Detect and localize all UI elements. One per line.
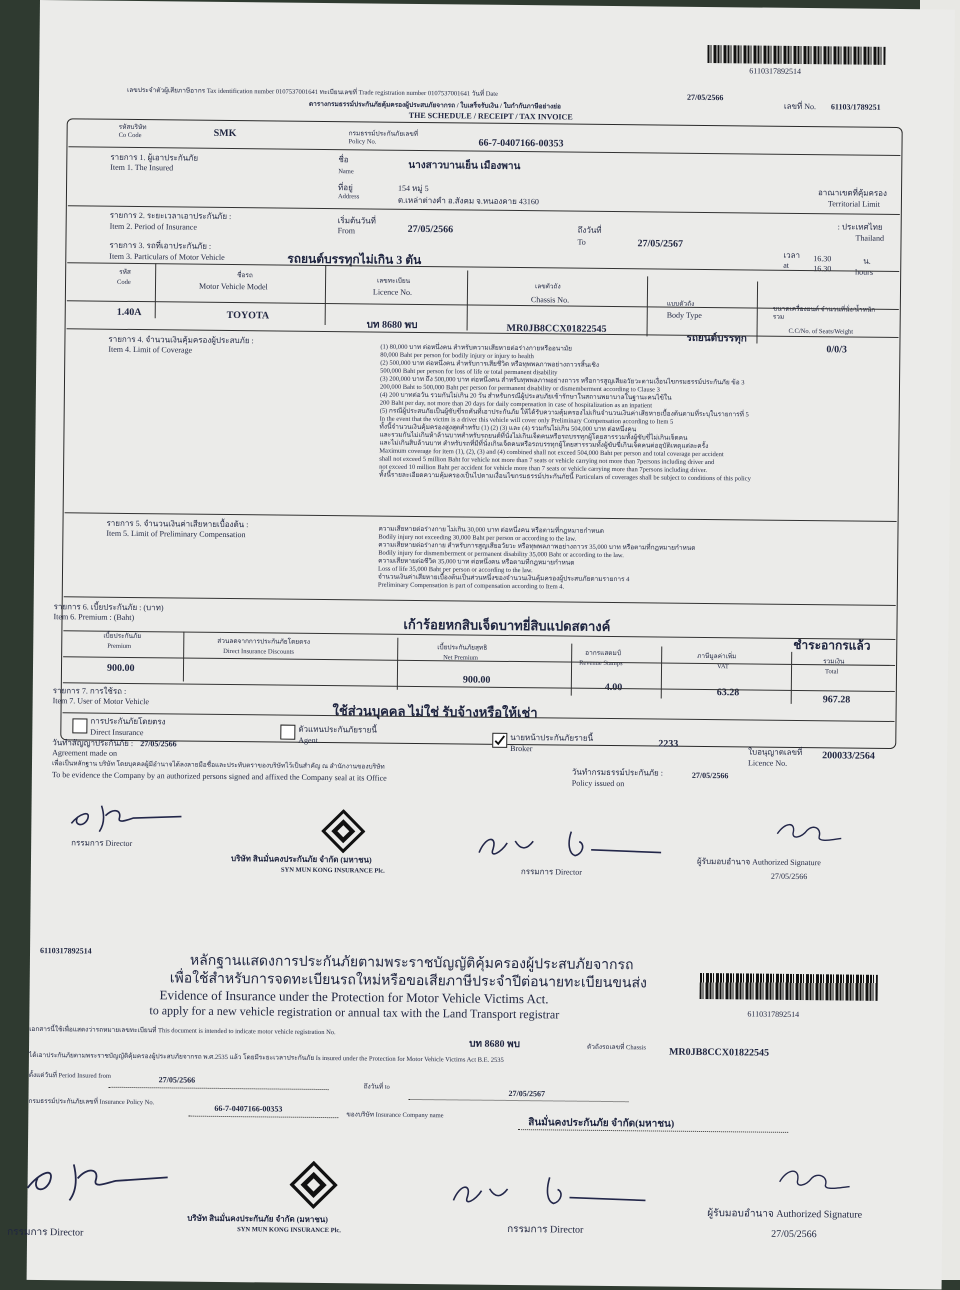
coverage-line: ทั้งนี้จำนวนเงินคุ้มครองสูงสุดสำหรับ (1) (2) (3) และ (4) รวมกันไม่เกิน 504,000 บาท ต่อหนึ่งคน — [379, 423, 637, 434]
veh-head-model-th: ชื่อรถ — [237, 272, 253, 280]
coverage-line: (3) 200,000 บาท ถึง 500,000 บาท ต่อหนึ่งคน สำหรับทุพพลภาพอย่างถาวร หรือการสูญเสียอวัยวะตามเงื่อนไขกรมธรรม์ประกันภัย ข้อ 3 — [380, 375, 745, 387]
director-signature-2 — [471, 823, 671, 869]
made-on-en: Agreement made on — [52, 748, 118, 758]
prem-head-stamp-th: อากรแสตมป์ — [585, 649, 622, 658]
policy-label-th: กรมธรรม์ประกันภัยเลขที่ — [348, 130, 419, 138]
code-label-th: รหัสบริษัท — [118, 123, 147, 132]
coverage-line: 500,000 Baht per person for loss of life or total permanent disability — [380, 367, 558, 377]
insured-name: นางสาวบานเย็น เมืองพาน — [408, 159, 521, 173]
from-date: 27/05/2566 — [407, 223, 454, 236]
ev-title-en2: to apply for a new vehicle registration or annual tax with the Land Transport registrar — [149, 1003, 560, 1022]
ev-title-th1: หลักฐานแสดงการประกันภัยตามพระราชบัญญัติคุ้มครองผู้ประสบภัยจากรถ — [189, 953, 634, 974]
veh-head-model-en: Motor Vehicle Model — [198, 281, 268, 292]
ev-title-en1: Evidence of Insurance under the Protection for Motor Vehicle Victims Act. — [159, 987, 549, 1007]
premium-gross: 900.00 — [106, 662, 135, 675]
premium-stamp: 4.00 — [604, 681, 623, 694]
policy-no: 66-7-0407166-00353 — [478, 137, 564, 150]
time-label-th: เวลา — [783, 250, 801, 260]
company-th-2: บริษัท สินมั่นคงประกันภัย จำกัด (มหาชน) — [187, 1213, 328, 1225]
use-desc: ใช้ส่วนบุคคล ไม่ใช่ รับจ้างหรือให้เช่า — [332, 703, 538, 721]
direct-en: Direct Insurance — [90, 727, 144, 738]
issued-en: Policy issued on — [571, 778, 625, 789]
territory-en: Thailand — [855, 233, 885, 243]
coverage-line: 200,000 Baht to 500,000 Baht per person for permanent disability or dismemberment according to Clause 3 — [379, 383, 660, 394]
dotted-line — [518, 1129, 788, 1133]
coverage-line: และไม่เกินสิบล้านบาท สำหรับรถที่มีที่นั่งเกินเจ็ดคนหรือรถบรรทุกผู้โดยสารรวมทั้งผู้ขับขี่เกินเจ็ดคนต่ออุบัติเหตุแต่ละครั้ง — [379, 439, 709, 451]
item6-en: Item 6. Premium : (Baht) — [53, 612, 135, 623]
company-en-2: SYN MUN KONG INSURANCE Plc. — [237, 1226, 341, 1235]
from-label-en: From — [337, 226, 355, 236]
doc-no: 61103/1789251 — [830, 102, 881, 112]
vehicle-type-desc: รถยนต์บรรทุกไม่เกิน 3 ตัน — [287, 251, 422, 268]
coverage-line: และรวมกันไม่เกินห้าล้านบาทสำหรับรถยนต์ที่นั่งไม่เกินเจ็ดคนหรือรถบรรทุกผู้โดยสารรวมทั้งผู้ขับขี่ไม่เกินเจ็ดคน — [379, 431, 688, 442]
ev-licence: บท 8680 พบ — [469, 1038, 521, 1051]
vehicle-body: รถยนต์บรรทุก — [686, 332, 747, 345]
vehicle-size: 0/0/3 — [826, 344, 847, 356]
item2-th: รายการ 2. ระยะเวลาเอาประกันภัย : — [109, 210, 232, 222]
co-code: SMK — [213, 127, 237, 140]
code-label-en: Co Code — [118, 131, 142, 140]
vehicle-chassis: MR0JB8CCX01822545 — [506, 322, 607, 335]
coverage-line: (4) 200 บาทต่อวัน รวมกันไม่เกิน 20 วัน สำหรับกรณีผู้ประสบภัยเข้ารักษาในสถานพยาบาลในฐานะคนไข้ใน — [379, 391, 672, 402]
time-to: 16.30 — [813, 264, 832, 274]
prem-head-total-en: Total — [824, 668, 839, 676]
time-unit-en: hours — [855, 267, 874, 277]
coverage-line: (1) 80,000 บาท ต่อหนึ่งคน สำหรับความเสียหายต่อร่างกายหรืออนามัย — [380, 343, 573, 353]
prelim-line: Bodily injury not exceeding 30,000 Baht per person or according to the law. — [378, 533, 577, 543]
director-signature-4 — [445, 1168, 655, 1218]
authorized-label-1: ผู้รับมอบอำนาจ Authorized Signature — [696, 856, 821, 868]
coverage-line: (5) กรณีผู้ประสบภัยเป็นผู้ขับขี่รถคันที่เอาประกันภัย ให้ได้รับความคุ้มครองไม่เกินจำนวนเงินค่าเสียหายเบื้องต้นตามที่ระบุในรายการที่ 5 — [379, 407, 749, 419]
coverage-line: (2) 500,000 บาท ต่อหนึ่งคน สำหรับการเสียชีวิต หรือทุพพลภาพอย่างถาวรสิ้นเชิง — [380, 359, 600, 369]
made-on-th: วันทำสัญญาประกันภัย : — [52, 738, 134, 749]
sign-date-2: 27/05/2566 — [771, 1228, 817, 1241]
broker-checkbox[interactable] — [492, 733, 507, 748]
veh-head-size-en: C.C/No. of Seats/Weight — [788, 327, 854, 336]
prem-head-net-th: เบี้ยประกันภัยสุทธิ — [437, 644, 488, 652]
company-logo-icon — [289, 1161, 338, 1210]
prelim-line: Loss of life 35,000 Baht per person or according to the law. — [378, 565, 533, 575]
veh-head-code-en: Code — [117, 278, 131, 286]
issued-on: 27/05/2566 — [691, 770, 729, 781]
tax-line: เลขประจำตัวผู้เสียภาษีอากร Tax identification number 0107537001641 ทะเบียนเลขที่ Trade registration number 0107537001641 วันที่ Date — [127, 86, 499, 98]
vehicle-licence: บท 8680 พบ — [366, 319, 418, 331]
coverage-line: not exceed 10 million Baht per accident for vehicle more than 7 seats or vehicle carrying more than 7persons including driver. — [379, 463, 708, 475]
premium-words: เก้าร้อยหกสิบเจ็ดบาทยี่สิบแปดสตางค์ — [403, 616, 611, 635]
stamp-paid: ชำระอากรแล้ว — [793, 637, 871, 653]
company-logo-icon — [321, 809, 365, 853]
vehicle-code: 1.40A — [116, 306, 142, 319]
prem-head-gross-en: Premium — [107, 642, 132, 650]
territory-th: : ประเทศไทย — [837, 222, 883, 232]
policy-label-en: Policy No. — [348, 138, 377, 146]
authorized-signature-1 — [771, 814, 851, 849]
sign-date-1: 27/05/2566 — [770, 871, 808, 882]
broker-no: 2233 — [658, 738, 679, 750]
ev-from-date: 27/05/2566 — [158, 1075, 196, 1085]
barcode-number-mid: 6110317892514 — [39, 946, 92, 956]
prelim-line: Bodily injury for dismemberment or permanent disability 35,000 Baht or according to the law. — [378, 549, 624, 560]
title-th: ตารางกรมธรรม์ประกันภัยคุ้มครองผู้ประสบภัยจากรถ / ใบเสร็จรับเงิน / ใบกำกับภาษีอย่างย่อ — [308, 100, 561, 111]
address-line1: 154 หมู่ 5 — [398, 183, 429, 194]
veh-head-chassis-th: เลขตัวถัง — [534, 283, 561, 291]
ev-company-label: ของบริษัท Insurance Company name — [346, 1111, 444, 1120]
barcode-number-top: 6110317892514 — [749, 66, 802, 76]
ev-line2: ได้เอาประกันภัยตามพระราชบัญญัติคุ้มครองผู้ประสบภัยจากรถ พ.ศ.2535 แล้ว โดยมีระยะเวลาประกันภัย Is insured under the Protection for Motor Vehicle Victims Act B.E. 2535 — [28, 1051, 504, 1064]
coverage-line: 80,000 Baht per person for bodily injury or injury to health — [380, 351, 534, 361]
prem-head-disc-th: ส่วนลดจากการประกันภัยโดยตรง — [217, 637, 311, 646]
ev-policy-label: กรมธรรม์ประกันภัยเลขที่ Insurance Policy No. — [28, 1097, 155, 1107]
licence-no: 200033/2564 — [822, 750, 875, 762]
broker-en: Broker — [510, 743, 533, 754]
ev-policy-no: 66-7-0407166-00353 — [214, 1103, 283, 1114]
director-label-4: กรรมการ Director — [507, 1223, 584, 1236]
prem-head-net-en: Net Premium — [443, 654, 479, 662]
issued-th: วันทำกรมธรรม์ประกันภัย : — [571, 767, 664, 778]
ev-to-label: ถึงวันที่ to — [363, 1083, 390, 1091]
prelim-line: ความเสียหายต่อร่างกาย สำหรับการสูญเสียอวัยวะ หรือทุพพลภาพอย่างถาวร 35,000 บาท หรือตามที่กฎหมายกำหนด — [378, 541, 696, 552]
veh-head-licence-th: เลขทะเบียน — [377, 277, 411, 285]
director-label-3: กรรมการ Director — [7, 1226, 84, 1239]
authorized-signature-2 — [773, 1158, 863, 1199]
ev-to-date: 27/05/2567 — [508, 1088, 546, 1099]
evidence-en: To be evidence the Company by an authorized persons signed and affixed the Company seal at its Office — [51, 770, 387, 783]
item5-en: Item 5. Limit of Preliminary Compensation — [106, 528, 246, 540]
made-on: 27/05/2566 — [140, 739, 177, 749]
prem-head-total-th: รวมเงิน — [823, 658, 845, 666]
barcode-mid — [700, 973, 878, 1001]
item7-en: Item 7. User of Motor Vehicle — [52, 696, 149, 707]
veh-head-licence-en: Licence No. — [372, 287, 413, 297]
item7-th: รายการ 7. การใช้รถ : — [52, 686, 127, 696]
coverage-line: shall not exceed 5 million Baht for vehicle not more than 7 seats or vehicle carrying not more than 7persons including driver and — [379, 455, 715, 467]
licence-no-th: ใบอนุญาตเลขที่ — [748, 747, 803, 758]
doc-no-label: เลขที่ No. — [783, 101, 817, 112]
company-en-1: SYN MUN KONG INSURANCE Plc. — [280, 866, 385, 875]
prelim-line: ความเสียหายต่อชีวิต 35,000 บาท ต่อหนึ่งคน หรือตามที่กฎหมายกำหนด — [378, 557, 575, 567]
director-signature-3 — [17, 1150, 188, 1206]
title-en: THE SCHEDULE / RECEIPT / TAX INVOICE — [408, 110, 573, 122]
veh-head-code-th: รหัส — [119, 268, 131, 276]
premium-total: 967.28 — [822, 694, 851, 706]
territorial-en: Territorial Limit — [827, 199, 881, 209]
address-label-en: Address — [337, 193, 360, 201]
check-icon — [493, 734, 506, 747]
director-signature-1 — [61, 795, 211, 837]
prem-head-gross-th: เบี้ยประกันภัย — [103, 632, 142, 641]
to-date: 27/05/2567 — [637, 238, 684, 250]
dotted-line — [109, 1087, 329, 1090]
agent-checkbox[interactable] — [280, 725, 295, 740]
prem-head-vat-th: ภาษีมูลค่าเพิ่ม — [697, 652, 737, 661]
name-label-en: Name — [338, 168, 354, 176]
ev-chassis: MR0JB8CCX01822545 — [668, 1046, 770, 1059]
prelim-line: Preliminary Compensation is part of compensation according to Item 4. — [377, 581, 565, 591]
director-label-1: กรรมการ Director — [71, 838, 133, 849]
vehicle-model: TOYOTA — [226, 309, 270, 322]
address-line2: ต.เหล่าต่างคำ อ.สังคม จ.หนองคาย 43160 — [397, 195, 539, 207]
prelim-line: จำนวนเงินค่าเสียหายเบื้องต้นเป็นส่วนหนึ่งของจำนวนเงินคุ้มครองผู้ประสบภัยตามรายการ 4 — [377, 573, 630, 584]
item1-th: รายการ 1. ผู้เอาประกันภัย — [110, 152, 199, 163]
barcode-number-mid-right: 6110317892514 — [747, 1009, 800, 1020]
veh-head-body-th: แบบตัวถัง — [666, 300, 695, 308]
ev-line1: เอกสารนี้ใช้เพื่อแสดงว่ารถหมายเลขทะเบียนที่ This document is intended to indicate motor vehicle registration No. — [29, 1025, 336, 1037]
veh-head-size-th: ขนาดเครื่องยนต์ จำนวนที่นั่ง/น้ำหนักรวม — [772, 305, 876, 321]
item4-th: รายการ 4. จำนวนเงินคุ้มครองผู้ประสบภัย : — [108, 334, 254, 346]
to-label-en: To — [577, 237, 586, 247]
territorial-th: อาณาเขตที่คุ้มครอง — [817, 188, 887, 198]
doc-date: 27/05/2566 — [686, 92, 724, 103]
coverage-line: In the event that the victim is a driver this vehicle will cover only Preliminary Compensation according to Item 5 — [379, 415, 674, 426]
broker-th: นายหน้าประกันภัยรายนี้ — [510, 732, 594, 743]
company-th-1: บริษัท สินมั่นคงประกันภัย จำกัด (มหาชน) — [230, 854, 372, 865]
item5-th: รายการ 5. จำนวนเงินค่าเสียหายเบื้องต้น : — [106, 518, 249, 530]
item3-th: รายการ 3. รถที่เอาประกันภัย : — [109, 240, 212, 251]
to-label-th: ถึงวันที่ — [577, 225, 602, 235]
ev-chassis-label: ตัวถังรถเลขที่ Chassis — [587, 1043, 646, 1052]
direct-th: การประกันภัยโดยตรง — [90, 716, 166, 727]
agent-en: Agent — [298, 735, 318, 745]
veh-head-chassis-en: Chassis No. — [530, 295, 570, 305]
prem-head-disc-en: Direct Insurance Discounts — [223, 647, 294, 656]
item2-en: Item 2. Period of Insurance — [109, 221, 197, 232]
address-label-th: ที่อยู่ — [338, 183, 353, 193]
from-label-th: เริ่มต้นวันที่ — [337, 216, 376, 226]
licence-no-en: Licence No. — [748, 758, 788, 768]
item6-th: รายการ 6. เบี้ยประกันภัย : (บาท) — [53, 602, 164, 613]
evidence-th: เพื่อเป็นหลักฐาน บริษัท โดยบุคคลผู้มีอำนาจได้ลงลายมือชื่อและประทับตราของบริษัทไว้เป็นสำคัญ ณ สำนักงานของบริษัท — [51, 760, 385, 771]
coverage-line: 200 Baht per day, not more than 20 days for daily compensation in case of hospitalization as an inpatient — [379, 399, 653, 410]
dotted-line — [409, 1099, 629, 1102]
coverage-line: Maximum coverage for item (1), (2), (3) and (4) combined shall not exceed 504,000 Baht per person and total coverage per accident — [379, 447, 724, 459]
agent-th: ตัวแทนประกันภัยรายนี้ — [298, 724, 377, 735]
name-label-th: ชื่อ — [338, 155, 349, 165]
time-label-en: at — [783, 260, 790, 270]
premium-vat: 63.28 — [716, 687, 740, 699]
ev-period-label: ตั้งแต่วันที่ Period Insured from — [28, 1071, 111, 1080]
policy-document — [7, 0, 955, 1290]
coverage-line: ทั้งนี้รายละเอียดความคุ้มครองเป็นไปตามเงื่อนไขกรมธรรม์ประกันภัยนี้ Particulars of coverages shall be subject to conditions of this policy — [379, 471, 751, 483]
time-unit-th: น. — [863, 256, 871, 266]
direct-insurance-checkbox[interactable] — [72, 718, 87, 733]
item4-en: Item 4. Limit of Coverage — [108, 344, 193, 355]
prem-head-vat-en: VAT — [717, 663, 729, 671]
prelim-line: ความเสียหายต่อร่างกาย ไม่เกิน 30,000 บาท ต่อหนึ่งคน หรือตามที่กฎหมายกำหนด — [378, 525, 605, 535]
ev-title-th2: เพื่อใช้สำหรับการจดทะเบียนรถใหม่หรือขอเสียภาษีประจำปีต่อนายทะเบียนขนส่ง — [169, 971, 647, 992]
item3-en: Item 3. Particulars of Motor Vehicle — [109, 251, 225, 262]
item1-en: Item 1. The Insured — [110, 162, 174, 173]
coverage-text — [379, 344, 890, 485]
dotted-line — [188, 1116, 338, 1119]
ev-company: สินมั่นคงประกันภัย จำกัด(มหาชน) — [528, 1117, 675, 1130]
prem-head-stamp-en: Revenue Stamps — [579, 659, 623, 668]
veh-head-body-en: Body Type — [666, 310, 702, 320]
time-from: 16.30 — [813, 254, 832, 264]
authorized-label-2: ผู้รับมอบอำนาจ Authorized Signature — [707, 1208, 863, 1221]
director-label-2: กรรมการ Director — [520, 867, 582, 877]
barcode-top — [707, 45, 885, 65]
premium-net: 900.00 — [462, 674, 491, 686]
prelim-text — [378, 526, 889, 595]
